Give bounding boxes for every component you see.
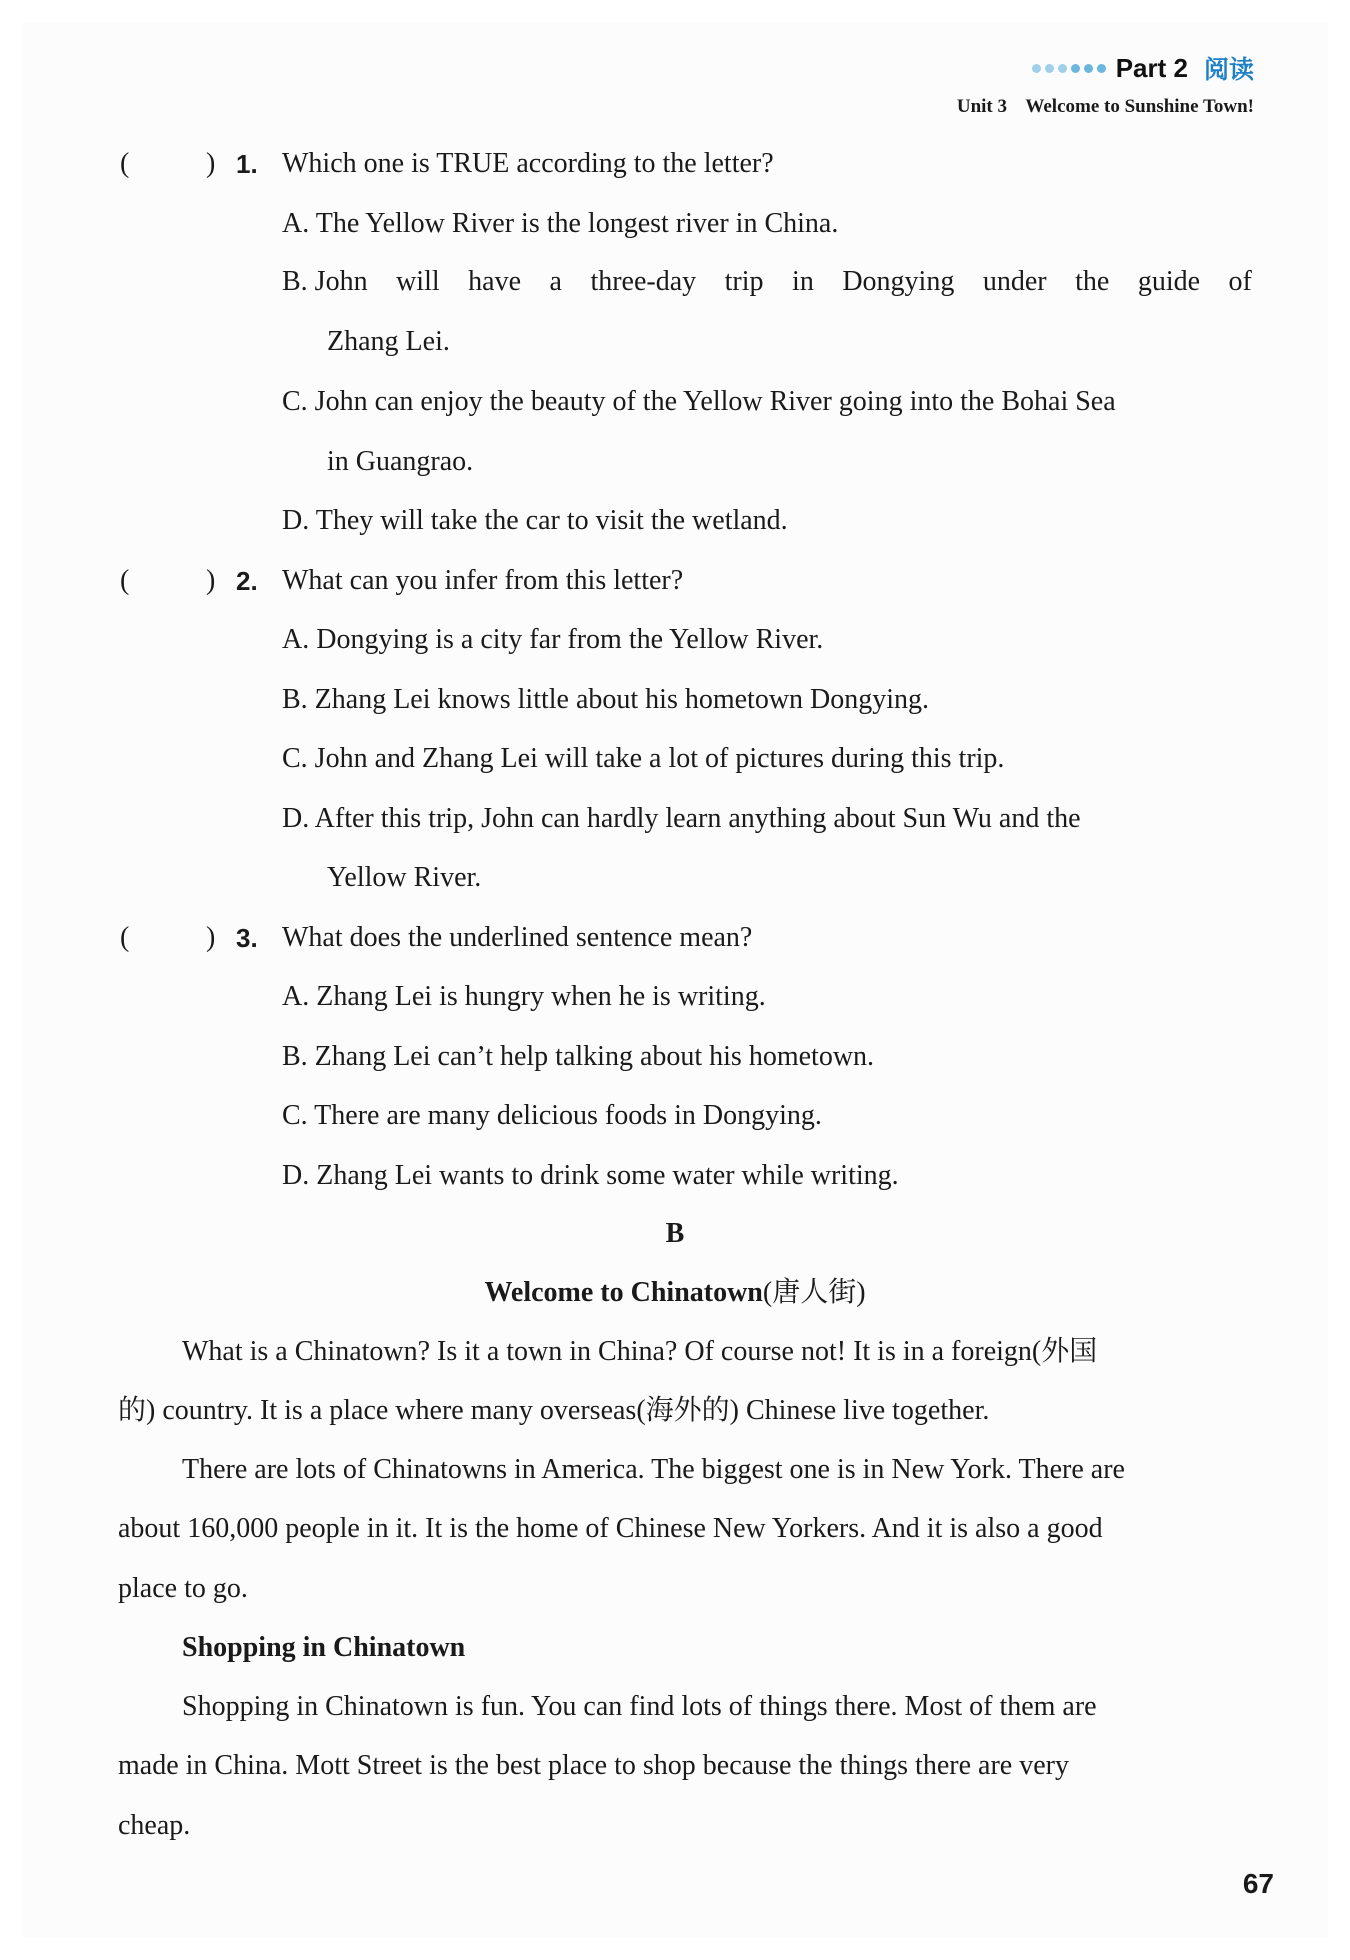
paragraph-1-line-1 [182, 1338, 1250, 1366]
section-title [0, 1279, 1350, 1307]
paragraph-2-line-3: place to go. [118, 1573, 248, 1604]
paragraph-1-line-2: 的) country. It is a place where many overseas(海外的) Chinese live together. [118, 1395, 990, 1426]
answer-paren-open: ( [120, 148, 130, 179]
answer-paren-open: ( [120, 565, 130, 596]
question-number: 2. [236, 566, 258, 596]
word: B. John [282, 266, 368, 297]
word: a [549, 266, 562, 297]
paragraph-3-line-2: made in China. Mott Street is the best place to shop because the things there are very [118, 1750, 1069, 1781]
option-b: B. Zhang Lei can’t help talking about his hometown. [282, 1041, 875, 1072]
page-header [957, 50, 1254, 118]
word: guide [1137, 266, 1201, 297]
answer-paren-close[interactable]: ) [206, 565, 216, 596]
word: of [1228, 266, 1252, 297]
unit-title: Welcome to Sunshine Town! [1025, 96, 1254, 117]
word: Dongying [842, 266, 955, 297]
unit-heading [957, 96, 1254, 118]
option-d: D. They will take the car to visit the wetland. [282, 505, 788, 536]
paragraph-2-line-2: about 160,000 people in it. It is the home of Chinese New Yorkers. And it is also a good [118, 1513, 1103, 1544]
paragraph-3-line-1: Shopping in Chinatown is fun. You can find lots of things there. Most of them are [182, 1691, 1097, 1722]
part-cn-label: 阅读 [1203, 55, 1254, 84]
section-letter: B [665, 1218, 685, 1249]
word: in [792, 266, 814, 297]
option-d: D. After this trip, John can hardly learn anything about Sun Wu and the [282, 803, 1081, 834]
option-b [282, 268, 1252, 296]
answer-paren-close[interactable]: ) [206, 922, 216, 953]
part-label: Part 2 [1115, 52, 1188, 83]
subheading: Shopping in Chinatown [182, 1632, 466, 1663]
answer-paren-open: ( [120, 922, 130, 953]
section-title-cn: (唐人街) [762, 1277, 866, 1308]
section-title-en: Welcome to Chinatown [484, 1277, 763, 1308]
page-number: 67 [1242, 1868, 1274, 1899]
word: the [1075, 266, 1110, 297]
option-a: A. Dongying is a city far from the Yellow River. [282, 624, 824, 655]
word: have [468, 266, 521, 297]
question-text: What does the underlined sentence mean? [282, 922, 753, 953]
word: three-day [590, 266, 697, 297]
option-d: D. Zhang Lei wants to drink some water while writing. [282, 1160, 899, 1191]
question-number: 1. [236, 149, 258, 179]
question-text: What can you infer from this letter? [282, 565, 684, 596]
paragraph-3-line-3: cheap. [118, 1810, 191, 1841]
word: under [982, 266, 1047, 297]
unit-number: Unit 3 [956, 96, 1007, 117]
word: trip [724, 266, 764, 297]
option-b-continued: Zhang Lei. [327, 326, 450, 357]
text: What is a Chinatown? Is it a town in China? Of course not! It is in a foreign(外国 [182, 1336, 1098, 1367]
option-c: C. There are many delicious foods in Dongying. [282, 1100, 822, 1131]
option-c: C. John can enjoy the beauty of the Yellow River going into the Bohai Sea [282, 386, 1116, 417]
option-b: B. Zhang Lei knows little about his hometown Dongying. [282, 684, 930, 715]
option-a: A. The Yellow River is the longest river in China. [282, 208, 839, 239]
option-c-continued: in Guangrao. [327, 446, 474, 477]
paragraph-2-line-1: There are lots of Chinatowns in America. The biggest one is in New York. There are [182, 1454, 1125, 1485]
word: will [396, 266, 440, 297]
question-number: 3. [236, 923, 258, 953]
option-a: A. Zhang Lei is hungry when he is writing. [282, 981, 766, 1012]
decorative-dots [1032, 64, 1106, 73]
question-text: Which one is TRUE according to the letter? [282, 148, 774, 179]
answer-paren-close[interactable]: ) [206, 148, 216, 179]
option-d-continued: Yellow River. [327, 862, 482, 893]
option-c: C. John and Zhang Lei will take a lot of pictures during this trip. [282, 743, 1005, 774]
